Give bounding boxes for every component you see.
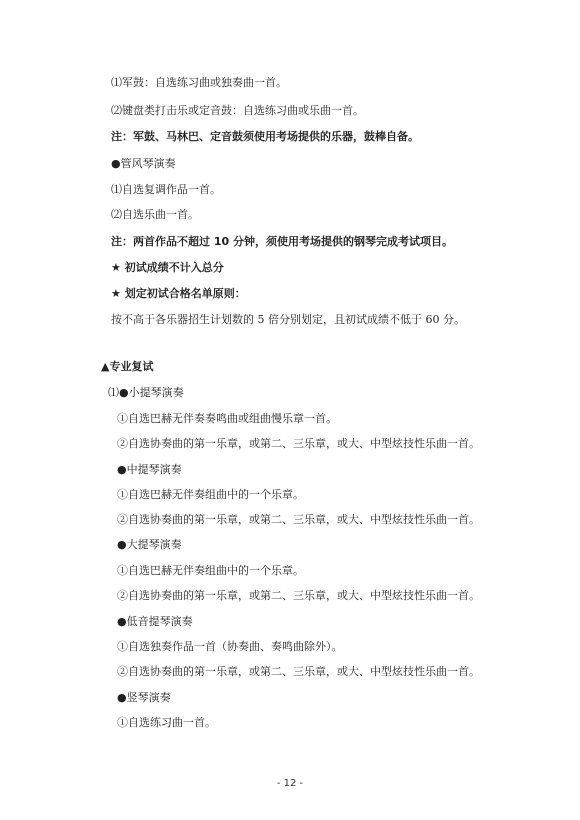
- organ-item-2: ⑵自选乐曲一首。: [111, 208, 199, 221]
- viola-item-1: ①自选巴赫无伴奏组曲中的一个乐章。: [117, 488, 304, 501]
- double-bass-item-1: ①自选独奏作品一首（协奏曲、奏鸣曲除外）。: [117, 640, 343, 653]
- qualification-principle-heading: ★ 划定初试合格名单原则：: [111, 287, 246, 300]
- double-bass-item-2: ②自选协奏曲的第一乐章，或第二、三乐章，或大、中型炫技性乐曲一首。: [117, 665, 480, 678]
- qualification-principle-text: 按不高于各乐器招生计划数的 5 倍分别划定，且初试成绩不低于 60 分。: [111, 313, 465, 326]
- section-heading-retest: ▲专业复试: [101, 360, 154, 373]
- violin-heading: ⑴●小提琴演奏: [108, 386, 184, 399]
- percussion-note: 注：军鼓、马林巴、定音鼓须使用考场提供的乐器，鼓棒自备。: [111, 130, 419, 143]
- violin-item-1: ①自选巴赫无伴奏奏鸣曲或组曲慢乐章一首。: [117, 412, 337, 425]
- page-number: - 12 -: [276, 778, 304, 789]
- organ-heading: ●管风琴演奏: [111, 157, 176, 170]
- cello-item-2: ②自选协奏曲的第一乐章，或第二、三乐章，或大、中型炫技性乐曲一首。: [117, 589, 480, 602]
- harp-heading: ●竖琴演奏: [117, 691, 171, 704]
- organ-item-1: ⑴自选复调作品一首。: [111, 183, 221, 196]
- snare-drum-item: ⑴军鼓：自选练习曲或独奏曲一首。: [111, 76, 287, 89]
- keyboard-percussion-item: ⑵键盘类打击乐或定音鼓：自选练习曲或乐曲一首。: [111, 104, 364, 117]
- cello-heading: ●大提琴演奏: [117, 538, 182, 551]
- viola-item-2: ②自选协奏曲的第一乐章，或第二、三乐章，或大、中型炫技性乐曲一首。: [117, 513, 480, 526]
- organ-note: 注：两首作品不超过 10 分钟，须使用考场提供的钢琴完成考试项目。: [111, 235, 453, 248]
- double-bass-heading: ●低音提琴演奏: [117, 615, 193, 628]
- harp-item-1: ①自选练习曲一首。: [117, 716, 216, 729]
- preliminary-score-note: ★ 初试成绩不计入总分: [111, 261, 224, 274]
- viola-heading: ●中提琴演奏: [117, 463, 182, 476]
- violin-item-2: ②自选协奏曲的第一乐章，或第二、三乐章，或大、中型炫技性乐曲一首。: [117, 437, 480, 450]
- cello-item-1: ①自选巴赫无伴奏组曲中的一个乐章。: [117, 564, 304, 577]
